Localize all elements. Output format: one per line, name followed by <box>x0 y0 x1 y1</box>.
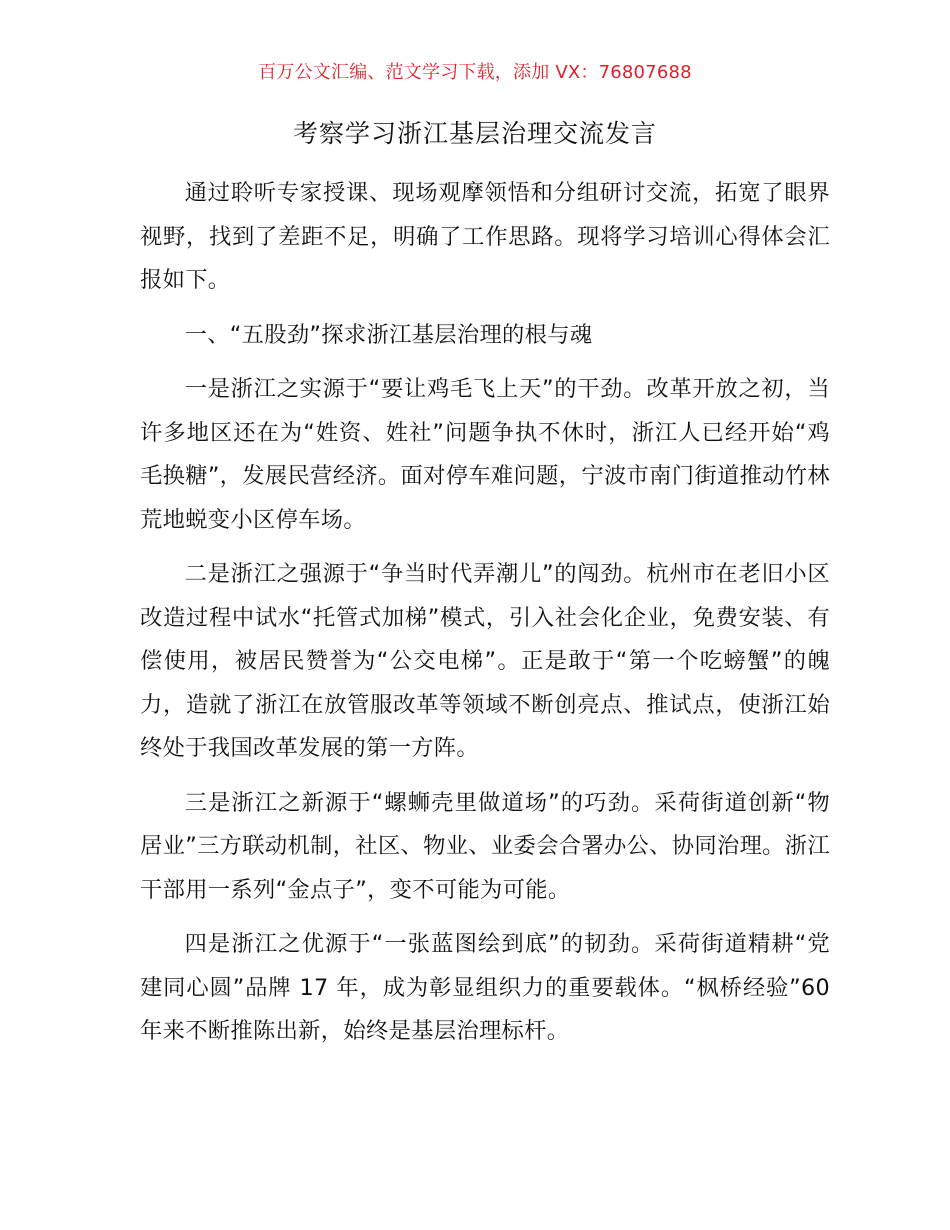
paragraph-point-2: 二是浙江之强源于“争当时代弄潮儿”的闯劲。杭州市在老旧小区改造过程中试水“托管式加梯”模式，引入社会化企业，免费安装、有偿使用，被居民赞誉为“公交电梯”。正是敢于“第一个吃螃蟹”的魄力，造就了浙江在放管服改革等领域不断创亮点、推试点，使浙江始终处于我国改革发展的第一方阵。 <box>140 561 830 761</box>
paragraph-point-3: 三是浙江之新源于“螺蛳壳里做道场”的巧劲。采荷街道创新“物居业”三方联动机制，社区、物业、业委会合署办公、协同治理。浙江干部用一系列“金点子”，变不可能为可能。 <box>140 789 830 903</box>
paragraph-intro: 通过聆听专家授课、现场观摩领悟和分组研讨交流，拓宽了眼界视野，找到了差距不足，明确了工作思路。现将学习培训心得体会汇报如下。 <box>140 180 830 293</box>
section-heading: 一、“五股劲”探求浙江基层治理的根与魂 <box>184 321 593 348</box>
paragraph-point-4: 四是浙江之优源于“一张蓝图绘到底”的韧劲。采荷街道精耕“党建同心圆”品牌 17 年，成为彰显组织力的重要载体。“枫桥经验”60 年来不断推陈出新，始终是基层治理标杆。 <box>140 931 830 1044</box>
document-title: 考察学习浙江基层治理交流发言 <box>292 119 657 148</box>
watermark-header: 百万公文汇编、范文学习下载，添加 VX：76807688 <box>258 62 692 83</box>
document-body <box>140 172 830 1054</box>
paragraph-point-1: 一是浙江之实源于“要让鸡毛飞上天”的干劲。改革开放之初，当许多地区还在为“姓资、姓社”问题争执不休时，浙江人已经开始“鸡毛换糖”，发展民营经济。面对停车难问题，宁波市南门街道推动竹林荒地蜕变小区停车场。 <box>140 376 830 533</box>
